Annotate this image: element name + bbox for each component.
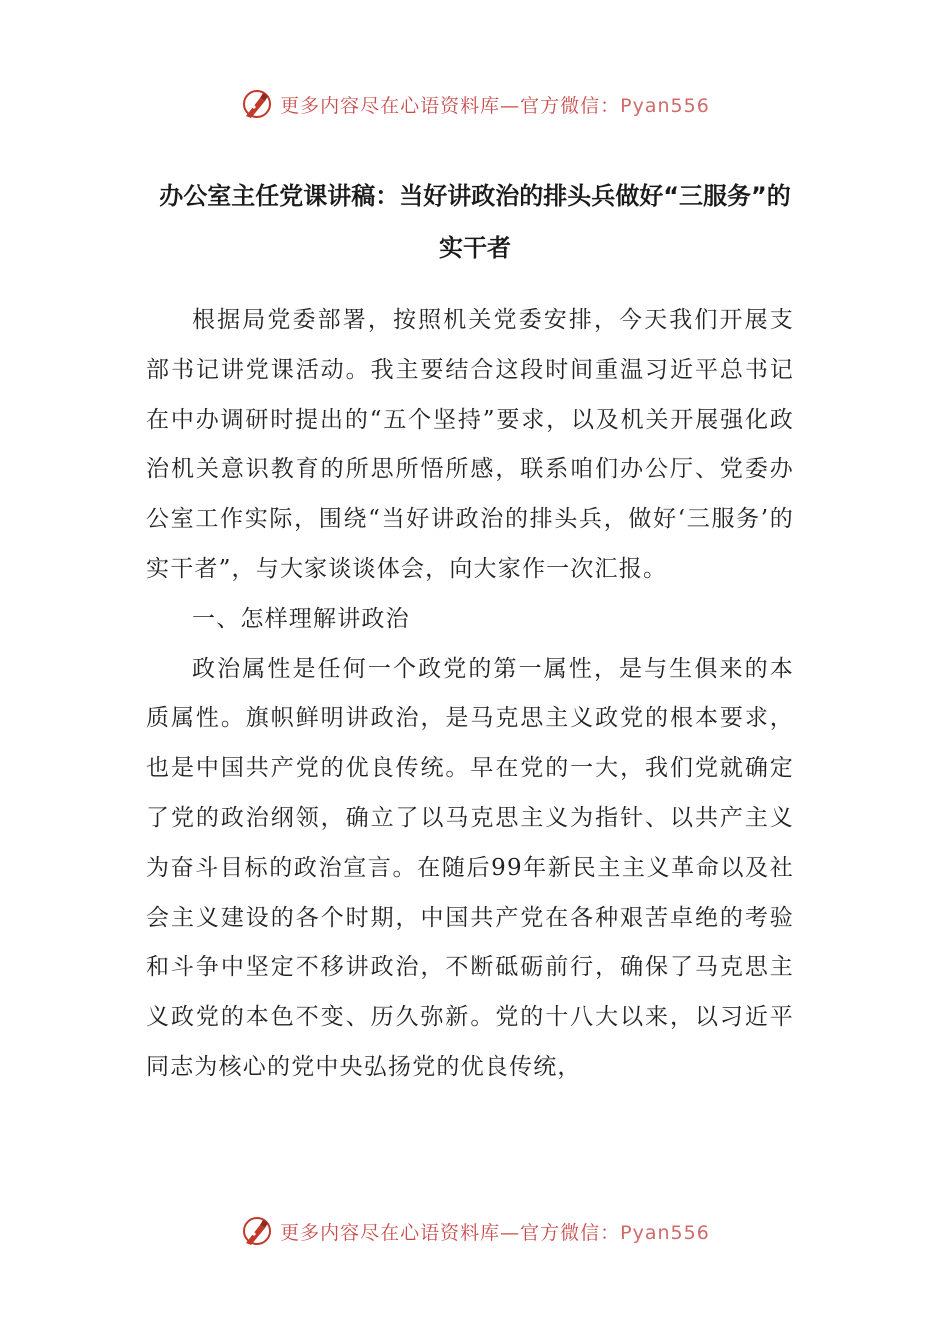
footer-banner [0, 1211, 950, 1251]
footer-banner-text [280, 1218, 710, 1245]
footer-banner-label: 更多内容尽在心语资料库—官方微信： [280, 1221, 621, 1244]
document-title: 办公室主任党课讲稿：当好讲政治的排头兵做好“三服务”的实干者 [159, 182, 791, 262]
paragraph-politics: 政治属性是任何一个政党的第一属性，是与生俱来的本质属性。旗帜鲜明讲政治，是马克思主义政党的根本要求，也是中国共产党的优良传统。早在党的一大，我们党就确定了党的政治纲领，确立了以马克思主义为指针、以共产主义为奋斗目标的政治宣言。在随后99年新民主主义革命以及社会主义建设的各个时期，中国共产党在各种艰苦卓绝的考验和斗争中坚定不移讲政治，不断砥砺前行，确保了马克思主义政党的本色不变、历久弥新。党的十八大以来，以习近平同志为核心的党中央弘扬党的优良传统， [146, 655, 794, 1080]
pen-logo-icon [240, 87, 274, 121]
section-heading: 一、怎样理解讲政治 [192, 605, 410, 632]
header-banner [0, 84, 950, 124]
header-wechat-id: Pyan556 [620, 94, 710, 117]
pen-logo-icon [240, 1214, 274, 1248]
document-body [146, 296, 794, 1093]
paragraph-intro: 根据局党委部署，按照机关党委安排，今天我们开展支部书记讲党课活动。我主要结合这段时间重温习近平总书记在中办调研时提出的“五个坚持”要求，以及机关开展强化政治机关意识教育的所思所悟所感，联系咱们办公厅、党委办公室工作实际，围绕“当好讲政治的排头兵，做好‘三服务’的实干者”，与大家谈谈体会，向大家作一次汇报。 [146, 307, 794, 582]
header-banner-text [280, 91, 710, 118]
footer-wechat-id: Pyan556 [620, 1221, 710, 1244]
header-banner-label: 更多内容尽在心语资料库—官方微信： [280, 94, 621, 117]
